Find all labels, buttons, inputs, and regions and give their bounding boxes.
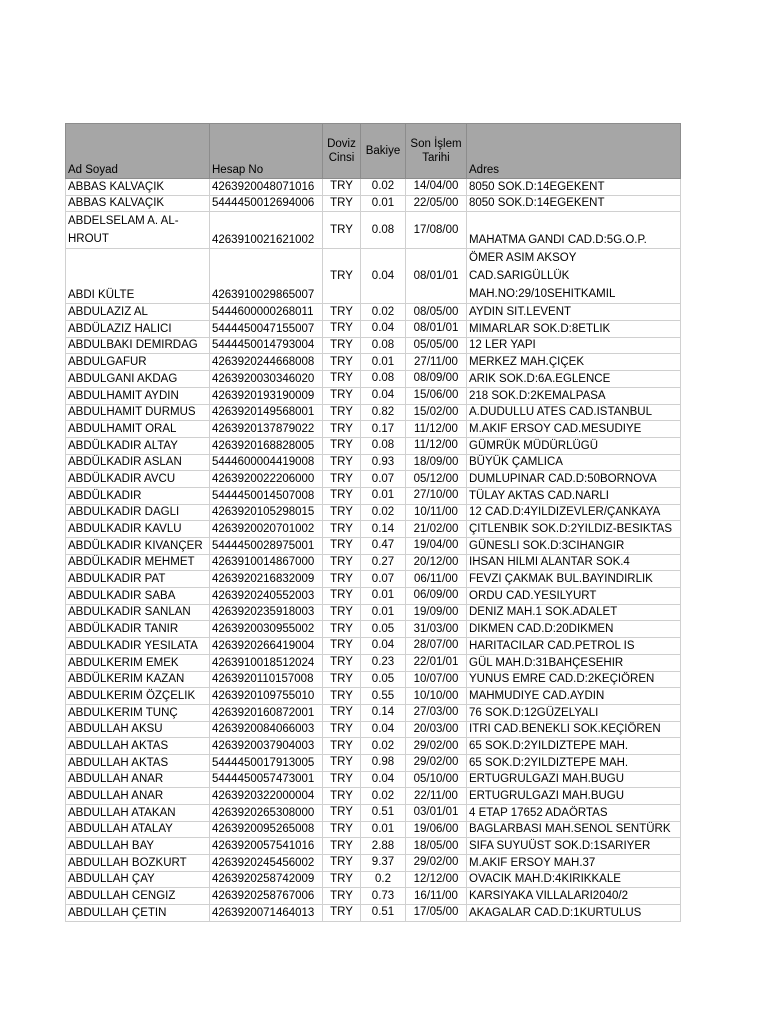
table-row	[66, 704, 681, 721]
cell-name: ABDÜLKADIR MEHMET	[66, 554, 210, 571]
cell-account-number: 4263920245456002	[210, 855, 323, 872]
cell-address: ERTUGRULGAZI MAH.BUGU	[467, 771, 681, 788]
cell-name: ABDÜLKADIR KIVANÇER	[66, 538, 210, 555]
cell-balance: 0.08	[361, 437, 406, 454]
cell-account-number: 4263920216832009	[210, 571, 323, 588]
table-row	[66, 571, 681, 588]
cell-last-transaction-date: 11/12/00	[406, 421, 467, 438]
table-row	[66, 905, 681, 922]
cell-account-number: 5444450012694006	[210, 195, 323, 212]
cell-account-number: 4263920240552003	[210, 588, 323, 605]
cell-last-transaction-date: 27/03/00	[406, 704, 467, 721]
table-row	[66, 721, 681, 738]
cell-currency: TRY	[323, 504, 361, 521]
cell-account-number: 4263920030346020	[210, 371, 323, 388]
cell-balance: 0.04	[361, 771, 406, 788]
cell-address: GÜL MAH.D:31BAHÇESEHIR	[467, 654, 681, 671]
cell-currency: TRY	[323, 487, 361, 504]
cell-last-transaction-date: 08/09/00	[406, 371, 467, 388]
table-row	[66, 671, 681, 688]
cell-name: ABDULKERIM ÖZÇELIK	[66, 688, 210, 705]
cell-last-transaction-date: 15/06/00	[406, 387, 467, 404]
cell-account-number: 5444450017913005	[210, 754, 323, 771]
cell-address: BAGLARBASI MAH.SENOL SENTÜRK	[467, 821, 681, 838]
cell-account-number: 4263910021621002	[210, 212, 323, 249]
cell-address: TÜLAY AKTAS CAD.NARLI	[467, 487, 681, 504]
cell-name: ABDÜLKADIR TANIR	[66, 621, 210, 638]
cell-last-transaction-date: 22/05/00	[406, 195, 467, 212]
table-row	[66, 195, 681, 212]
cell-balance: 0.01	[361, 604, 406, 621]
cell-name: ABDULLAH ANAR	[66, 788, 210, 805]
cell-balance: 0.05	[361, 621, 406, 638]
cell-currency: TRY	[323, 195, 361, 212]
cell-address: 12 CAD.D:4YILDIZEVLER/ÇANKAYA	[467, 504, 681, 521]
cell-account-number: 5444600000268011	[210, 304, 323, 321]
cell-address: M.AKIF ERSOY CAD.MESUDIYE	[467, 421, 681, 438]
cell-balance: 0.01	[361, 354, 406, 371]
cell-account-number: 4263920095265008	[210, 821, 323, 838]
cell-last-transaction-date: 10/07/00	[406, 671, 467, 688]
cell-address: 218 SOK.D:2KEMALPASA	[467, 387, 681, 404]
cell-balance: 0.23	[361, 654, 406, 671]
cell-name: ABDULKADIR PAT	[66, 571, 210, 588]
cell-address: MIMARLAR SOK.D:8ETLIK	[467, 321, 681, 338]
cell-name: ABDULLAH ANAR	[66, 771, 210, 788]
cell-currency: TRY	[323, 738, 361, 755]
cell-account-number: 4263910029865007	[210, 249, 323, 304]
cell-name: ABDULGANI AKDAG	[66, 371, 210, 388]
cell-address: ITRI CAD.BENEKLI SOK.KEÇIÖREN	[467, 721, 681, 738]
cell-address: ERTUGRULGAZI MAH.BUGU	[467, 788, 681, 805]
cell-balance: 0.51	[361, 905, 406, 922]
cell-name: ABDULKADIR DAGLI	[66, 504, 210, 521]
cell-currency: TRY	[323, 588, 361, 605]
cell-balance: 0.47	[361, 538, 406, 555]
table-row	[66, 387, 681, 404]
cell-address: FEVZI ÇAKMAK BUL.BAYINDIRLIK	[467, 571, 681, 588]
cell-address: 76 SOK.D:12GÜZELYALI	[467, 704, 681, 721]
cell-balance: 0.2	[361, 871, 406, 888]
table-row	[66, 212, 681, 249]
cell-last-transaction-date: 10/11/00	[406, 504, 467, 521]
table-row	[66, 371, 681, 388]
cell-currency: TRY	[323, 788, 361, 805]
table-row	[66, 738, 681, 755]
table-row	[66, 821, 681, 838]
table-row	[66, 471, 681, 488]
cell-currency: TRY	[323, 855, 361, 872]
cell-account-number: 5444450057473001	[210, 771, 323, 788]
cell-last-transaction-date: 29/02/00	[406, 738, 467, 755]
cell-currency: TRY	[323, 654, 361, 671]
cell-last-transaction-date: 06/11/00	[406, 571, 467, 588]
cell-address: KARSIYAKA VILLALARI2040/2	[467, 888, 681, 905]
cell-balance: 0.04	[361, 721, 406, 738]
cell-last-transaction-date: 18/09/00	[406, 454, 467, 471]
cell-address: MERKEZ MAH.ÇIÇEK	[467, 354, 681, 371]
cell-name: ABDULHAMIT DURMUS	[66, 404, 210, 421]
cell-address: 12 LER YAPI	[467, 337, 681, 354]
cell-address: OVACIK MAH.D:4KIRIKKALE	[467, 871, 681, 888]
cell-account-number: 4263920109755010	[210, 688, 323, 705]
cell-account-number: 4263920022206000	[210, 471, 323, 488]
cell-last-transaction-date: 19/04/00	[406, 538, 467, 555]
cell-balance: 0.55	[361, 688, 406, 705]
cell-account-number: 4263920266419004	[210, 638, 323, 655]
cell-balance: 0.04	[361, 387, 406, 404]
cell-name: ABDULHAMIT ORAL	[66, 421, 210, 438]
table-row	[66, 538, 681, 555]
cell-last-transaction-date: 27/10/00	[406, 487, 467, 504]
cell-last-transaction-date: 20/03/00	[406, 721, 467, 738]
cell-account-number: 4263920110157008	[210, 671, 323, 688]
cell-last-transaction-date: 22/01/01	[406, 654, 467, 671]
header-row	[66, 124, 681, 179]
cell-address: AKAGALAR CAD.D:1KURTULUS	[467, 905, 681, 922]
cell-balance: 0.02	[361, 788, 406, 805]
cell-last-transaction-date: 05/05/00	[406, 337, 467, 354]
cell-name: ABDÜLKADIR ALTAY	[66, 437, 210, 454]
cell-address: DIKMEN CAD.D:20DIKMEN	[467, 621, 681, 638]
cell-name: ABDULKADIR KAVLU	[66, 521, 210, 538]
cell-last-transaction-date: 18/05/00	[406, 838, 467, 855]
cell-currency: TRY	[323, 604, 361, 621]
cell-last-transaction-date: 20/12/00	[406, 554, 467, 571]
cell-address: ÇITLENBIK SOK.D:2YILDIZ-BESIKTAS	[467, 521, 681, 538]
cell-address: MAHATMA GANDI CAD.D:5G.O.P.	[467, 212, 681, 249]
header-address: Adres	[467, 124, 681, 179]
table-row	[66, 421, 681, 438]
cell-address: 65 SOK.D:2YILDIZTEPE MAH.	[467, 754, 681, 771]
table-row	[66, 304, 681, 321]
cell-last-transaction-date: 15/02/00	[406, 404, 467, 421]
cell-name: ABDULLAH ÇETIN	[66, 905, 210, 922]
cell-account-number: 5444450014507008	[210, 487, 323, 504]
cell-name: ABDÜLKADIR AVCU	[66, 471, 210, 488]
cell-last-transaction-date: 08/05/00	[406, 304, 467, 321]
cell-address: MAHMUDIYE CAD.AYDIN	[467, 688, 681, 705]
cell-address: M.AKIF ERSOY MAH.37	[467, 855, 681, 872]
cell-account-number: 4263920084066003	[210, 721, 323, 738]
cell-account-number: 4263920160872001	[210, 704, 323, 721]
table-row	[66, 888, 681, 905]
cell-account-number: 4263920057541016	[210, 838, 323, 855]
cell-address: GÜMRÜK MÜDÜRLÜGÜ	[467, 437, 681, 454]
cell-name: ABDULKADIR SANLAN	[66, 604, 210, 621]
table-row	[66, 404, 681, 421]
cell-currency: TRY	[323, 354, 361, 371]
cell-name: ABDULAZIZ AL	[66, 304, 210, 321]
cell-last-transaction-date: 31/03/00	[406, 621, 467, 638]
cell-currency: TRY	[323, 821, 361, 838]
cell-account-number: 4263920193190009	[210, 387, 323, 404]
cell-name: ABDULKADIR SABA	[66, 588, 210, 605]
cell-address: GÜNESLI SOK.D:3CIHANGIR	[467, 538, 681, 555]
cell-currency: TRY	[323, 212, 361, 249]
cell-name: ABDULHAMIT AYDIN	[66, 387, 210, 404]
cell-last-transaction-date: 05/12/00	[406, 471, 467, 488]
cell-last-transaction-date: 17/05/00	[406, 905, 467, 922]
table-row	[66, 454, 681, 471]
cell-currency: TRY	[323, 538, 361, 555]
cell-address: 8050 SOK.D:14EGEKENT	[467, 195, 681, 212]
table-row	[66, 504, 681, 521]
cell-balance: 0.82	[361, 404, 406, 421]
cell-name: ABDULLAH BAY	[66, 838, 210, 855]
cell-address: ÖMER ASIM AKSOY CAD.SARIGÜLLÜK MAH.NO:29/10SEHITKAMIL	[467, 249, 681, 304]
cell-address: SIFA SUYUÜST SOK.D:1SARIYER	[467, 838, 681, 855]
cell-currency: TRY	[323, 404, 361, 421]
cell-balance: 0.08	[361, 212, 406, 249]
table-row	[66, 604, 681, 621]
cell-balance: 0.08	[361, 337, 406, 354]
cell-balance: 0.14	[361, 521, 406, 538]
cell-last-transaction-date: 29/02/00	[406, 855, 467, 872]
cell-name: ABDÜLKADIR	[66, 487, 210, 504]
header-currency: Doviz Cinsi	[323, 124, 361, 179]
cell-currency: TRY	[323, 437, 361, 454]
cell-balance: 0.02	[361, 504, 406, 521]
cell-balance: 0.02	[361, 304, 406, 321]
table-row	[66, 838, 681, 855]
cell-address: A.DUDULLU ATES CAD.ISTANBUL	[467, 404, 681, 421]
cell-balance: 0.04	[361, 321, 406, 338]
cell-name: ABDULGAFUR	[66, 354, 210, 371]
cell-address: YUNUS EMRE CAD.D:2KEÇIÖREN	[467, 671, 681, 688]
cell-balance: 9.37	[361, 855, 406, 872]
cell-address: AYDIN SIT.LEVENT	[467, 304, 681, 321]
cell-name: ABDÜLKADIR ASLAN	[66, 454, 210, 471]
cell-balance: 0.14	[361, 704, 406, 721]
cell-balance: 0.01	[361, 588, 406, 605]
cell-last-transaction-date: 05/10/00	[406, 771, 467, 788]
cell-name: ABBAS KALVAÇIK	[66, 195, 210, 212]
cell-address: 65 SOK.D:2YILDIZTEPE MAH.	[467, 738, 681, 755]
cell-address: 8050 SOK.D:14EGEKENT	[467, 179, 681, 196]
cell-account-number: 4263920030955002	[210, 621, 323, 638]
cell-balance: 0.08	[361, 371, 406, 388]
cell-name: ABDULLAH ATALAY	[66, 821, 210, 838]
header-account: Hesap No	[210, 124, 323, 179]
table-row	[66, 771, 681, 788]
table-row	[66, 788, 681, 805]
table-row	[66, 621, 681, 638]
cell-last-transaction-date: 29/02/00	[406, 754, 467, 771]
cell-last-transaction-date: 06/09/00	[406, 588, 467, 605]
cell-last-transaction-date: 28/07/00	[406, 638, 467, 655]
cell-currency: TRY	[323, 621, 361, 638]
cell-balance: 0.02	[361, 179, 406, 196]
cell-address: DENIZ MAH.1 SOK.ADALET	[467, 604, 681, 621]
table-row	[66, 554, 681, 571]
cell-currency: TRY	[323, 321, 361, 338]
cell-currency: TRY	[323, 905, 361, 922]
cell-balance: 0.01	[361, 487, 406, 504]
table-row	[66, 521, 681, 538]
table-row	[66, 654, 681, 671]
cell-account-number: 4263920258767006	[210, 888, 323, 905]
accounts-table	[65, 123, 681, 922]
cell-account-number: 4263920048071016	[210, 179, 323, 196]
cell-balance: 0.02	[361, 738, 406, 755]
cell-name: ABDULLAH AKTAS	[66, 754, 210, 771]
cell-address: DUMLUPINAR CAD.D:50BORNOVA	[467, 471, 681, 488]
table-row	[66, 437, 681, 454]
cell-currency: TRY	[323, 471, 361, 488]
table-row	[66, 638, 681, 655]
cell-last-transaction-date: 17/08/00	[406, 212, 467, 249]
cell-name: ABDÜLKERIM KAZAN	[66, 671, 210, 688]
cell-currency: TRY	[323, 721, 361, 738]
cell-balance: 0.07	[361, 471, 406, 488]
cell-currency: TRY	[323, 704, 361, 721]
cell-address: BÜYÜK ÇAMLICA	[467, 454, 681, 471]
cell-last-transaction-date: 27/11/00	[406, 354, 467, 371]
cell-account-number: 4263920037904003	[210, 738, 323, 755]
cell-account-number: 5444450047155007	[210, 321, 323, 338]
cell-name: ABDULLAH AKTAS	[66, 738, 210, 755]
cell-last-transaction-date: 11/12/00	[406, 437, 467, 454]
cell-balance: 0.05	[361, 671, 406, 688]
cell-last-transaction-date: 08/01/01	[406, 249, 467, 304]
cell-name: ABDULLAH ATAKAN	[66, 805, 210, 822]
cell-account-number: 4263920258742009	[210, 871, 323, 888]
cell-name: ABDULKADIR YESILATA	[66, 638, 210, 655]
cell-account-number: 4263910014867000	[210, 554, 323, 571]
cell-currency: TRY	[323, 671, 361, 688]
cell-currency: TRY	[323, 871, 361, 888]
table-row	[66, 688, 681, 705]
cell-address: HARITACILAR CAD.PETROL IS	[467, 638, 681, 655]
cell-currency: TRY	[323, 249, 361, 304]
cell-balance: 0.27	[361, 554, 406, 571]
cell-name: ABBAS KALVAÇIK	[66, 179, 210, 196]
cell-name: ABDULLAH ÇAY	[66, 871, 210, 888]
cell-balance: 0.01	[361, 821, 406, 838]
table-row	[66, 249, 681, 304]
cell-currency: TRY	[323, 337, 361, 354]
cell-account-number: 4263920235918003	[210, 604, 323, 621]
cell-currency: TRY	[323, 638, 361, 655]
cell-balance: 2.88	[361, 838, 406, 855]
cell-last-transaction-date: 12/12/00	[406, 871, 467, 888]
cell-address: IHSAN HILMI ALANTAR SOK.4	[467, 554, 681, 571]
cell-name: ABDULKERIM TUNÇ	[66, 704, 210, 721]
cell-last-transaction-date: 08/01/01	[406, 321, 467, 338]
cell-balance: 0.04	[361, 249, 406, 304]
cell-account-number: 4263920168828005	[210, 437, 323, 454]
cell-account-number: 4263920244668008	[210, 354, 323, 371]
cell-last-transaction-date: 19/06/00	[406, 821, 467, 838]
cell-account-number: 4263920105298015	[210, 504, 323, 521]
cell-currency: TRY	[323, 304, 361, 321]
cell-name: ABDULLAH CENGIZ	[66, 888, 210, 905]
cell-name: ABDELSELAM A. AL-HROUT	[66, 212, 210, 249]
table-row	[66, 855, 681, 872]
cell-name: ABDI KÜLTE	[66, 249, 210, 304]
cell-currency: TRY	[323, 554, 361, 571]
cell-account-number: 4263920020701002	[210, 521, 323, 538]
cell-last-transaction-date: 22/11/00	[406, 788, 467, 805]
cell-currency: TRY	[323, 454, 361, 471]
cell-address: ORDU CAD.YESILYURT	[467, 588, 681, 605]
header-name: Ad Soyad	[66, 124, 210, 179]
table-row	[66, 754, 681, 771]
table-row	[66, 354, 681, 371]
table-row	[66, 588, 681, 605]
cell-name: ABDULLAH AKSU	[66, 721, 210, 738]
cell-name: ABDULLAH BOZKURT	[66, 855, 210, 872]
cell-balance: 0.98	[361, 754, 406, 771]
cell-name: ABDULKERIM EMEK	[66, 654, 210, 671]
cell-account-number: 4263920149568001	[210, 404, 323, 421]
cell-last-transaction-date: 21/02/00	[406, 521, 467, 538]
table-row	[66, 337, 681, 354]
cell-currency: TRY	[323, 805, 361, 822]
cell-balance: 0.17	[361, 421, 406, 438]
cell-currency: TRY	[323, 771, 361, 788]
table-body	[66, 179, 681, 922]
cell-account-number: 4263920265308000	[210, 805, 323, 822]
cell-name: ABDÜLAZIZ HALICI	[66, 321, 210, 338]
cell-currency: TRY	[323, 838, 361, 855]
cell-balance: 0.04	[361, 638, 406, 655]
cell-currency: TRY	[323, 521, 361, 538]
table-row	[66, 321, 681, 338]
cell-address: 4 ETAP 17652 ADAÖRTAS	[467, 805, 681, 822]
cell-account-number: 5444600004419008	[210, 454, 323, 471]
cell-last-transaction-date: 19/09/00	[406, 604, 467, 621]
cell-account-number: 4263920137879022	[210, 421, 323, 438]
cell-address: ARIK SOK.D:6A.EGLENCE	[467, 371, 681, 388]
cell-account-number: 4263920322000004	[210, 788, 323, 805]
header-last-transaction-date: Son İşlem Tarihi	[406, 124, 467, 179]
cell-currency: TRY	[323, 371, 361, 388]
cell-currency: TRY	[323, 688, 361, 705]
cell-balance: 0.73	[361, 888, 406, 905]
cell-balance: 0.07	[361, 571, 406, 588]
cell-balance: 0.01	[361, 195, 406, 212]
cell-currency: TRY	[323, 571, 361, 588]
cell-currency: TRY	[323, 888, 361, 905]
cell-last-transaction-date: 03/01/01	[406, 805, 467, 822]
cell-name: ABDULBAKI DEMIRDAG	[66, 337, 210, 354]
cell-last-transaction-date: 10/10/00	[406, 688, 467, 705]
header-balance: Bakiye	[361, 124, 406, 179]
table-row	[66, 487, 681, 504]
cell-currency: TRY	[323, 387, 361, 404]
cell-balance: 0.51	[361, 805, 406, 822]
cell-last-transaction-date: 16/11/00	[406, 888, 467, 905]
cell-account-number: 4263920071464013	[210, 905, 323, 922]
cell-last-transaction-date: 14/04/00	[406, 179, 467, 196]
table-row	[66, 179, 681, 196]
cell-balance: 0.93	[361, 454, 406, 471]
table-row	[66, 871, 681, 888]
cell-account-number: 4263910018512024	[210, 654, 323, 671]
cell-account-number: 5444450014793004	[210, 337, 323, 354]
table-row	[66, 805, 681, 822]
cell-account-number: 5444450028975001	[210, 538, 323, 555]
cell-currency: TRY	[323, 421, 361, 438]
cell-currency: TRY	[323, 754, 361, 771]
cell-currency: TRY	[323, 179, 361, 196]
